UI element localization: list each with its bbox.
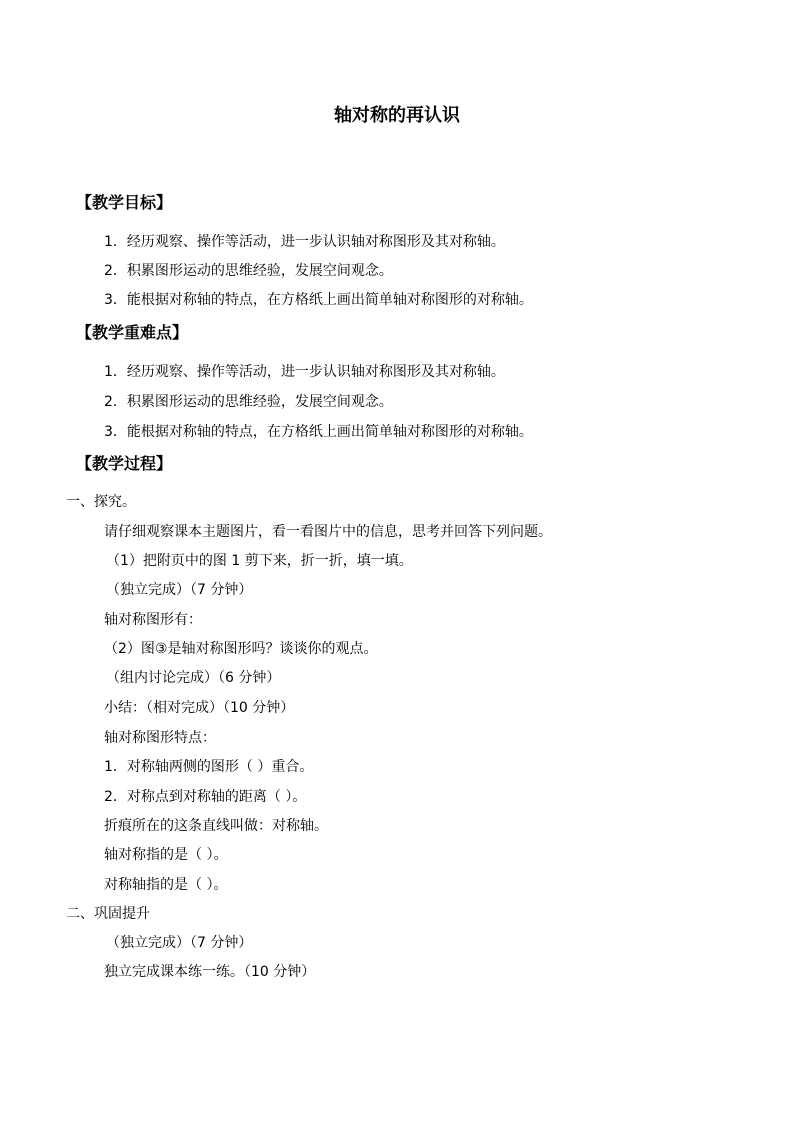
process-line: （组内讨论完成）（6 分钟） [106,670,281,686]
process-line: 轴对称指的是（ ）。 [104,847,228,863]
process-part1-title: 一、探究。 [66,494,136,510]
section-heading-goals: 【教学目标】 [76,193,173,212]
process-line: 轴对称图形特点： [104,730,216,746]
process-line: 独立完成课本练一练。（10 分钟） [104,964,316,980]
process-line: （1）把附页中的图 1 剪下来，折一折，填一填。 [106,553,413,569]
process-line: （独立完成）（7 分钟） [106,935,253,951]
process-part2-title: 二、巩固提升 [66,906,150,922]
process-line: 对称轴指的是（ ）。 [104,877,228,893]
section-heading-key-points: 【教学重难点】 [76,323,189,342]
process-line: 请仔细观察课本主题图片，看一看图片中的信息，思考并回答下列问题。 [104,524,552,540]
process-line: 轴对称图形有： [104,612,202,628]
process-line: 折痕所在的这条直线叫做：对称轴。 [104,818,328,834]
process-line: （2）图③是轴对称图形吗？谈谈你的观点。 [104,641,378,657]
goal-item: 3．能根据对称轴的特点，在方格纸上画出简单轴对称图形的对称轴。 [104,292,533,308]
key-point-item: 2．积累图形运动的思维经验，发展空间观念。 [104,394,393,410]
section-heading-process: 【教学过程】 [76,454,173,473]
key-point-item: 1．经历观察、操作等活动，进一步认识轴对称图形及其对称轴。 [104,364,505,380]
goal-item: 2．积累图形运动的思维经验，发展空间观念。 [104,263,393,279]
goal-item: 1．经历观察、操作等活动，进一步认识轴对称图形及其对称轴。 [104,234,505,250]
process-line: （独立完成）（7 分钟） [106,582,253,598]
process-line: 2．对称点到对称轴的距离（ ）。 [104,789,307,805]
key-point-item: 3．能根据对称轴的特点，在方格纸上画出简单轴对称图形的对称轴。 [104,424,533,440]
process-line: 小结：（相对完成）（10 分钟） [104,700,295,716]
process-line: 1．对称轴两侧的图形（ ）重合。 [104,759,314,775]
page-title: 轴对称的再认识 [334,105,460,126]
